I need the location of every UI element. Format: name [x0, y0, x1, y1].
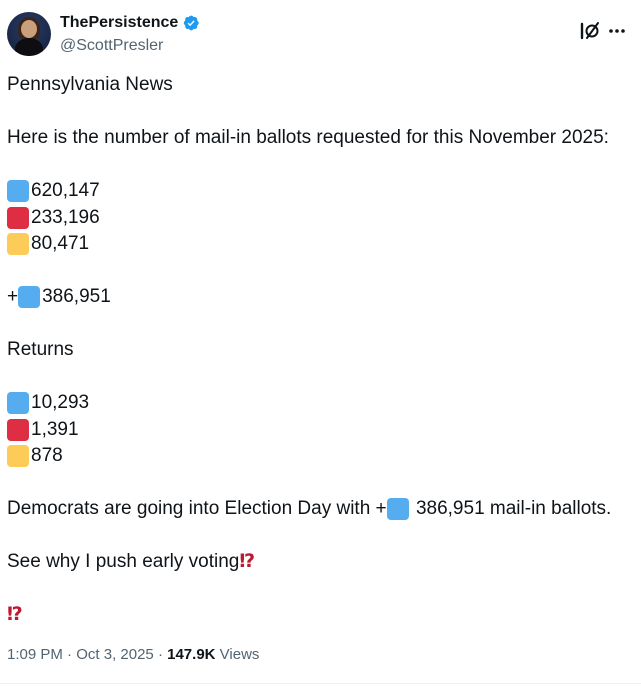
plus-sign: +: [7, 286, 19, 307]
divider: [0, 683, 641, 684]
blue-square-icon: [387, 498, 409, 520]
tweet-header: [7, 12, 633, 60]
author-handle[interactable]: @ScottPresler: [60, 37, 164, 54]
avatar[interactable]: [7, 12, 51, 56]
red-square-icon: [7, 207, 29, 229]
requested-other-value: 80,471: [31, 233, 90, 254]
header-actions: [579, 20, 627, 42]
meta-separator: ·: [153, 646, 168, 663]
tweet-line-headline: [7, 72, 633, 99]
requested-other-row: [7, 231, 633, 258]
yellow-square-icon: [7, 445, 29, 467]
author-name-row: [60, 14, 200, 32]
closing-row: [7, 496, 633, 523]
blue-square-icon: [7, 180, 29, 202]
interrobang-row: [7, 602, 633, 629]
lead-value: 386,951: [42, 286, 111, 307]
meta-separator: ·: [62, 646, 77, 663]
tweet-text: [7, 72, 633, 629]
push-row: [7, 549, 633, 576]
blue-square-icon: [7, 392, 29, 414]
requested-dem-value: 620,147: [31, 180, 100, 201]
red-square-icon: [7, 419, 29, 441]
author-name[interactable]: ThePersistence: [60, 14, 179, 31]
returns-dem-row: [7, 390, 633, 417]
interrobang-icon: ⁉: [239, 551, 256, 572]
views-label: Views: [215, 646, 260, 663]
returns-dem-value: 10,293: [31, 392, 90, 413]
tweet-line-intro: [7, 125, 633, 152]
returns-rep-value: 1,391: [31, 418, 79, 440]
returns-other-value: 878: [31, 445, 63, 466]
verified-badge-icon: [182, 14, 200, 32]
yellow-square-icon: [7, 233, 29, 255]
requested-rep-row: [7, 205, 633, 232]
grok-icon[interactable]: [579, 20, 599, 42]
requested-dem-row: [7, 178, 633, 205]
interrobang-icon: ⁉: [7, 604, 23, 625]
tweet-date[interactable]: Oct 3, 2025: [76, 646, 154, 663]
returns-other-row: [7, 443, 633, 470]
push-text: See why I push early voting: [7, 551, 240, 572]
views-count[interactable]: 147.9K: [167, 646, 216, 663]
returns-rep-row: [7, 417, 633, 444]
closing-text-start: Democrats are going into Election Day with +: [7, 498, 387, 519]
tweet-meta: [7, 646, 259, 663]
tweet-time[interactable]: 1:09 PM: [7, 646, 63, 663]
returns-heading: Returns: [7, 339, 74, 360]
more-options-icon[interactable]: [607, 21, 627, 41]
returns-heading-row: [7, 337, 633, 364]
intro-text: Here is the number of mail-in ballots requested for this November 2025:: [7, 127, 609, 148]
headline-text: Pennsylvania News: [7, 74, 173, 95]
blue-square-icon: [18, 286, 40, 308]
closing-text-end: 386,951 mail-in ballots.: [410, 498, 612, 519]
lead-row: [7, 284, 633, 311]
requested-rep-value: 233,196: [31, 206, 100, 228]
